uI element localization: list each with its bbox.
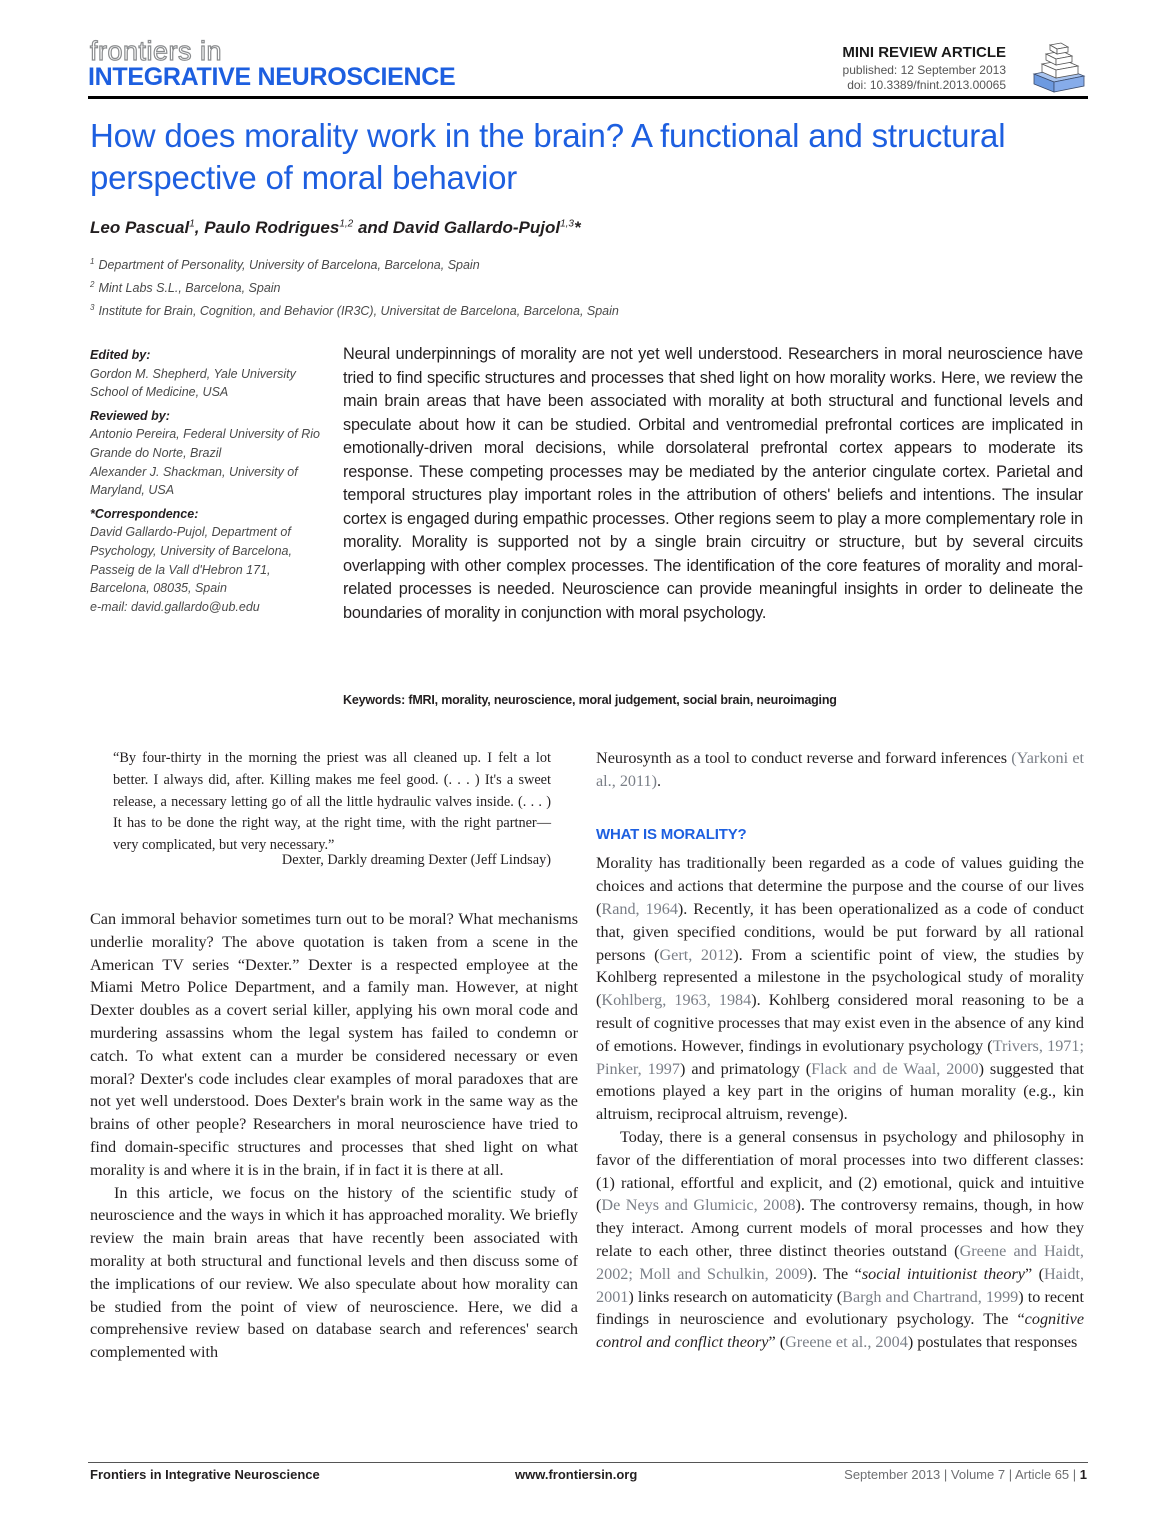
published-date: published: 12 September 2013 [842,63,1006,77]
body-column-left [90,908,578,1364]
citation-link[interactable]: Flack and de Waal, 2000 [811,1059,979,1078]
abstract: Neural underpinnings of morality are not yet well understood. Researchers in moral neuroscience have tried to find specific structures and processes that shed light on how morality works. Here, we review the main brain areas that have been associated with morality at both structural and functional levels and speculate about how it can be studied. Orbital and ventromedial prefrontal cortices are implicated in emotionally-driven moral decisions, while dorsolateral prefrontal cortex appears to moderate its response. These competing processes may be mediated by the anterior cingulate cortex. Parietal and temporal structures play important roles in the attribution of others' beliefs and intentions. The insular cortex is engaged during empathic processes. Other regions seem to play a more complementary role in morality. Morality is supported not by a single brain circuitry or structure, but by several circuits overlapping with other complex processes. The identification of the core features of morality and moral-related processes is needed. Neuroscience can provide meaningful insights in order to delineate the boundaries of morality in conjunction with moral psychology. [343,345,1083,622]
journal-name-line2: INTEGRATIVE NEUROSCIENCE [88,63,456,91]
theory-name: cognitive control and conflict theory [596,1310,1084,1352]
author-separator: and [353,218,393,237]
citation-link[interactable]: De Neys and Glumicic, 2008 [601,1196,796,1215]
author-name[interactable]: Paulo Rodrigues [204,218,340,237]
footer-issue-info: September 2013 | Volume 7 | Article 65 | 1 [844,1467,1087,1482]
citation-link[interactable]: Trivers, 1971; Pinker, 1997 [596,1036,1084,1078]
reviewer-name: Alexander J. Shackman, University of Maryland, USA [90,464,298,498]
page-number: 1 [1079,1467,1087,1482]
correspondence-block [90,505,330,617]
author-list [90,218,581,238]
citation-link[interactable]: Haidt, 2001 [596,1264,1084,1306]
body-paragraph: Neurosynth as a tool to conduct reverse and forward inferences (Yarkoni et al., 2011). [596,749,1084,790]
editor-name: Gordon M. Shepherd, Yale University School of Medicine, USA [90,366,296,400]
epigraph-quote: “By four-thirty in the morning the priest was all cleaned up. I felt a lot better. I always did, after. Killing makes me feel good. (. . . ) It's a sweet release, a necessary letting go of all the little hydraulic valves inside. (. . . ) It has to be done the right way, at the right time, with the right partner—very complicated, but very necessary.” [113,750,551,854]
body-paragraph: Today, there is a general consensus in psychology and philosophy in favor of the differentiation of moral processes into two different classes: (1) rational, effortful and explicit, and (2) emotional, quick and intuitive (De Neys and Glumicic, 2008). The controversy remains, though, in how they interact. Among current models of moral processes and how they relate to each other, three distinct theories outstand (Greene and Haidt, 2002; Moll and Schulkin, 2009). The “social intuitionist theory” (Haidt, 2001) links research on automaticity (Bargh and Chartrand, 1999) to recent findings in neuroscience and evolutionary psychology. The “cognitive control and conflict theory” (Greene et al., 2004) postulates that responses [596,1127,1084,1352]
body-paragraph: In this article, we focus on the history of the scientific study of neuroscience and the ways in which it has approached morality. We briefly review the main brain areas that have recently been associated with morality at both structural and functional levels and then discuss some of the implications of our review. We also speculate about how morality can be studied from the point of view of neuroscience. Here, we did a comprehensive review based on database search and references' search complemented with [90,1183,578,1362]
citation-link[interactable]: Rand, 1964 [601,899,678,918]
body-paragraph: Can immoral behavior sometimes turn out to be moral? What mechanisms underlie morality? The above quotation is taken from a scene in the American TV series “Dexter.” Dexter is a respected employee at the Miami Metro Police Department, and a family man. However, at night Dexter doubles as a covert serial killer, applying his own moral code and murdering assassins whom the legal system has failed to condemn or catch. To what extent can a murder be considered necessary or even moral? Dexter's code includes clear examples of moral paradoxes that are not yet well understood. Does Dexter's brain work in the same way as the brains of other people? Researchers in moral neuroscience have tried to find domain-specific structures and processes that shed light on what morality is and where it is in the brain, if in fact it is there at all. [90,910,578,1179]
article-type-label: MINI REVIEW ARTICLE [842,44,1006,61]
edited-by-label: Edited by: [90,348,151,362]
affiliation-item: $^1$ Department of Personality, University of Barcelona, Barcelona, Spain [90,257,480,273]
header-divider [88,96,1088,99]
author-separator: , [194,218,205,237]
citation-link[interactable]: Bargh and Chartrand, 1999 [842,1287,1019,1306]
journal-header [88,36,1088,98]
affiliation-item: $^2$ Mint Labs S.L., Barcelona, Spain [90,280,281,296]
theory-name: social intuitionist theory [861,1264,1025,1283]
body-paragraph: Morality has traditionally been regarded as a code of values guiding the choices and actions that determine the purpose and the course of our lives (Rand, 1964). Recently, it has been operationalized as a code of conduct that, given specified conditions, would be put forward by all rational persons (Gert, 2012). From a scientific point of view, the studies by Kohlberg represented a milestone in the psychological study of morality (Kohlberg, 1963, 1984). Kohlberg considered moral reasoning to be a result of cognitive processes that may exist even in the absence of any kind of emotions. However, findings in evolutionary psychology (Trivers, 1971; Pinker, 1997) and primatology (Flack and de Waal, 2000) suggested that emotions played a key part in the origins of human morality (e.g., kin altruism, reciprocal altruism, revenge). [596,854,1085,1124]
affiliations [90,252,619,321]
footer-journal-name: Frontiers in Integrative Neuroscience [90,1467,320,1482]
reviewed-by-block [90,407,330,500]
citation-link[interactable]: Greene and Haidt, 2002; Moll and Schulkin, 2009 [596,1241,1084,1283]
editorial-sidebar [90,346,330,621]
keywords: Keywords: fMRI, morality, neuroscience, moral judgement, social brain, neuroimaging [343,693,837,707]
edited-by-block [90,346,330,402]
footer-website-link[interactable]: www.frontiersin.org [515,1467,638,1482]
stacked-layers-icon [1030,38,1088,94]
author-name[interactable]: Leo Pascual [90,218,190,237]
epigraph-source: Dexter, Darkly dreaming Dexter (Jeff Lindsay) [281,852,551,868]
article-title: How does morality work in the brain? A functional and structural perspective of moral behavior [90,117,1006,196]
author-affiliation-ref: 1 [189,218,195,230]
correspondence-email[interactable]: e-mail: david.gallardo@ub.edu [90,599,260,614]
body-column-right [596,747,1084,1354]
author-affiliation-ref: 1,3 [560,218,574,230]
journal-name-line1: frontiers in [90,36,223,66]
author-name[interactable]: David Gallardo-Pujol [392,218,561,237]
reviewed-by-label: Reviewed by: [90,408,170,423]
correspondence-label: *Correspondence: [90,506,199,521]
section-heading: WHAT IS MORALITY? [596,825,747,843]
citation-link[interactable]: Kohlberg, 1963, 1984 [601,991,752,1010]
affiliation-item: $^3$ Institute for Brain, Cognition, and Behavior (IR3C), Universitat de Barcelona, Barcelona, Spain [90,303,619,319]
citation-link[interactable]: Gert, 2012 [659,945,734,964]
author-affiliation-ref: 1,2 [339,218,354,230]
citation-link[interactable]: (Yarkoni et al., 2011) [596,749,1084,790]
reviewer-name: Antonio Pereira, Federal University of Rio Grande do Norte, Brazil [90,427,320,460]
corresponding-author-mark: * [574,218,581,237]
footer-divider [88,1462,1088,1463]
correspondence-address: David Gallardo-Pujol, Department of Psychology, University of Barcelona, Passeig de la Vall d'Hebron 171, Barcelona, 08035, Spain [90,525,292,596]
doi-link[interactable]: doi: 10.3389/fnint.2013.00065 [847,78,1006,92]
citation-link[interactable]: Greene et al., 2004 [785,1333,908,1352]
